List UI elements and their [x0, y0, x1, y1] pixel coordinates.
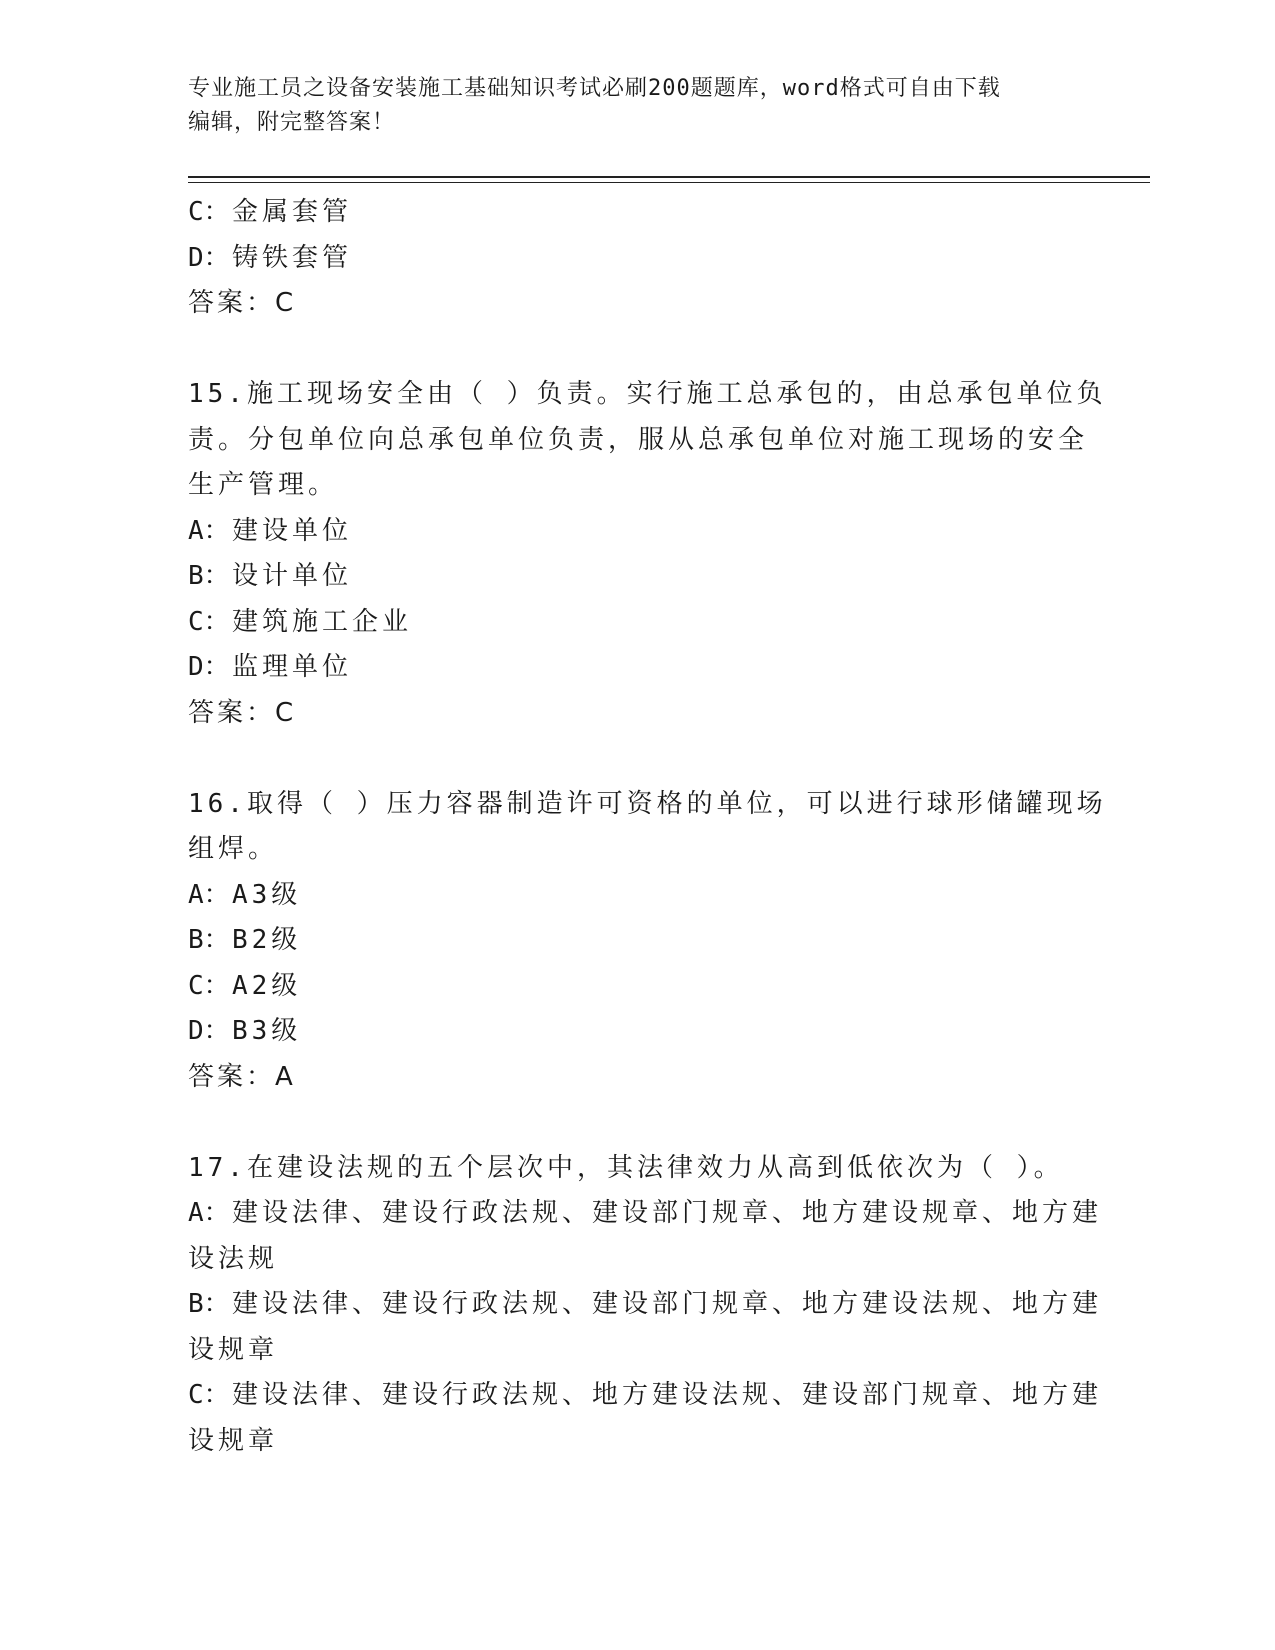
question-stem: 生产管理。 [188, 470, 339, 500]
option-c [188, 1373, 1103, 1419]
option-text: 建设单位 [232, 515, 353, 546]
question-stem: 15.施工现场安全由（ ）负责。实行施工总承包的，由总承包单位负 [188, 379, 1107, 409]
option-b [188, 1282, 1103, 1328]
option-a [188, 873, 1088, 919]
option-text: B2级 [232, 925, 302, 955]
option-d [188, 645, 1088, 691]
header-title-line-2: 编辑，附完整答案！ [188, 110, 396, 135]
option-text: 建设法律、建设行政法规、地方建设法规、建设部门规章、地方建 [232, 1380, 1103, 1410]
question-stem: 17.在建设法规的五个层次中，其法律效力从高到低依次为（ ）。 [188, 1152, 1064, 1183]
question-stem: 责。分包单位向总承包单位负责，服从总承包单位对施工现场的安全 [188, 424, 1089, 455]
option-label: C： [188, 1380, 230, 1410]
option-label: D： [188, 242, 230, 273]
option-label: D： [188, 1016, 230, 1046]
option-label: C： [188, 970, 230, 1001]
answer-line: 答案：C [188, 288, 297, 318]
question-stem: 16.取得（ ）压力容器制造许可资格的单位，可以进行球形储罐现场 [188, 788, 1107, 819]
option-label: D： [188, 652, 230, 682]
option-b [188, 918, 1088, 964]
option-label: B： [188, 925, 230, 955]
option-a [188, 1191, 1103, 1237]
option-label: A： [188, 1198, 230, 1228]
question-14-tail [188, 190, 1088, 327]
answer-line: 答案：C [188, 697, 297, 728]
option-text: 金属套管 [232, 197, 353, 227]
option-c [188, 600, 1088, 646]
option-label: C： [188, 197, 230, 227]
option-text: 建设法律、建设行政法规、建设部门规章、地方建设规章、地方建 [232, 1198, 1103, 1228]
option-c-continuation: 设规章 [188, 1425, 279, 1456]
question-stem: 组焊。 [188, 834, 279, 864]
question-17 [188, 1146, 1103, 1465]
option-text: 监理单位 [232, 652, 353, 682]
option-b [188, 554, 1088, 600]
option-label: A： [188, 515, 230, 546]
option-text: 建设法律、建设行政法规、建设部门规章、地方建设法规、地方建 [232, 1289, 1103, 1319]
option-text: 设计单位 [232, 561, 353, 591]
spacer [188, 327, 1088, 373]
option-label: C： [188, 606, 230, 637]
option-a-continuation: 设法规 [188, 1243, 279, 1274]
option-text: A2级 [232, 970, 302, 1001]
spacer [188, 1100, 1088, 1146]
option-a [188, 509, 1088, 555]
option-d [188, 1009, 1088, 1055]
answer-line: 答案：A [188, 1061, 296, 1092]
option-c [188, 190, 1088, 236]
header-title-line-1: 专业施工员之设备安装施工基础知识考试必刷200题题库，word格式可自由下载 [188, 76, 1001, 101]
document-header [188, 72, 1088, 140]
header-divider [188, 176, 1150, 183]
option-text: A3级 [232, 879, 302, 910]
spacer [188, 736, 1088, 782]
option-text: 铸铁套管 [232, 242, 353, 273]
option-c [188, 964, 1088, 1010]
option-text: B3级 [232, 1016, 302, 1046]
option-label: B： [188, 561, 230, 591]
option-label: A： [188, 879, 230, 910]
question-16 [188, 782, 1107, 1101]
option-b-continuation: 设规章 [188, 1334, 279, 1365]
question-15 [188, 372, 1107, 736]
question-content [188, 190, 1107, 1464]
option-text: 建筑施工企业 [232, 606, 413, 637]
option-d [188, 236, 1088, 282]
option-label: B： [188, 1289, 230, 1319]
